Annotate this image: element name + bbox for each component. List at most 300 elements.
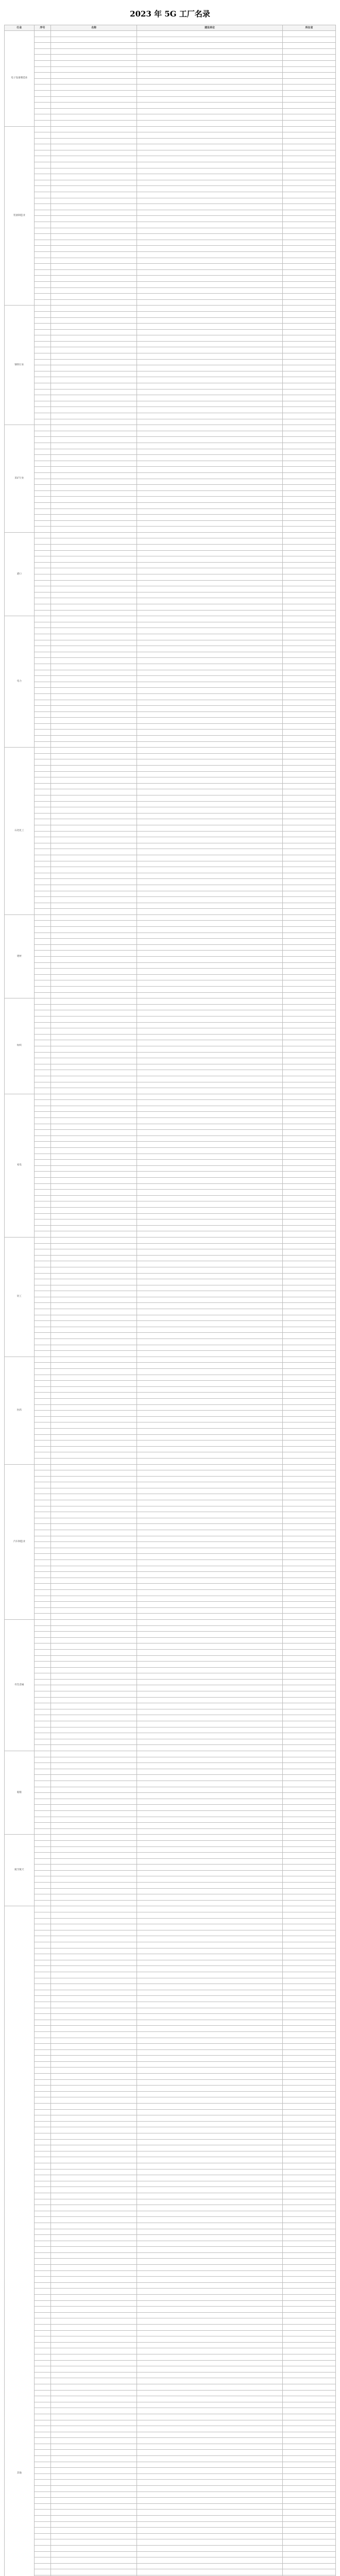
name-cell bbox=[51, 574, 137, 581]
prov-cell bbox=[283, 2014, 336, 2020]
prov-cell bbox=[283, 2247, 336, 2253]
name-cell bbox=[51, 156, 137, 162]
name-cell bbox=[51, 1100, 137, 1106]
ent-cell bbox=[137, 2163, 283, 2169]
no-cell bbox=[34, 1846, 50, 1853]
prov-cell bbox=[283, 2396, 336, 2402]
prov-cell bbox=[283, 2402, 336, 2408]
prov-cell bbox=[283, 329, 336, 335]
prov-cell bbox=[283, 1136, 336, 1142]
prov-cell bbox=[283, 1984, 336, 1990]
prov-cell bbox=[283, 2139, 336, 2145]
prov-cell bbox=[283, 1883, 336, 1889]
no-cell bbox=[34, 335, 50, 342]
ent-cell bbox=[137, 2277, 283, 2283]
no-cell bbox=[34, 479, 50, 485]
table-row bbox=[5, 736, 336, 742]
name-cell bbox=[51, 383, 137, 389]
prov-cell bbox=[283, 2480, 336, 2486]
table-row bbox=[5, 1662, 336, 1668]
name-cell bbox=[51, 1434, 137, 1440]
no-cell bbox=[34, 132, 50, 139]
ent-cell bbox=[137, 2049, 283, 2056]
table-row bbox=[5, 2473, 336, 2480]
ent-cell bbox=[137, 2031, 283, 2038]
prov-cell bbox=[283, 1912, 336, 1919]
table-row bbox=[5, 324, 336, 330]
name-cell bbox=[51, 2067, 137, 2074]
table-row bbox=[5, 1810, 336, 1817]
ent-cell bbox=[137, 103, 283, 109]
ent-cell bbox=[137, 162, 283, 168]
prov-cell bbox=[283, 1022, 336, 1028]
prov-cell bbox=[283, 736, 336, 742]
table-row bbox=[5, 1769, 336, 1775]
name-cell bbox=[51, 1375, 137, 1381]
ent-cell bbox=[137, 980, 283, 987]
name-cell bbox=[51, 748, 137, 754]
no-cell bbox=[34, 1267, 50, 1273]
prov-cell bbox=[283, 921, 336, 927]
name-cell bbox=[51, 2348, 137, 2354]
ent-cell bbox=[137, 1446, 283, 1452]
no-cell bbox=[34, 1404, 50, 1411]
prov-cell bbox=[283, 353, 336, 360]
no-cell bbox=[34, 2115, 50, 2122]
prov-cell bbox=[283, 1207, 336, 1213]
no-cell bbox=[34, 1386, 50, 1393]
ent-cell bbox=[137, 1745, 283, 1751]
name-cell bbox=[51, 759, 137, 766]
table-row bbox=[5, 927, 336, 933]
name-cell bbox=[51, 2503, 137, 2510]
ent-cell bbox=[137, 2079, 283, 2086]
name-cell bbox=[51, 2318, 137, 2325]
prov-cell bbox=[283, 1440, 336, 1447]
name-cell bbox=[51, 1560, 137, 1566]
ent-cell bbox=[137, 1470, 283, 1477]
name-cell bbox=[51, 1016, 137, 1022]
ent-cell bbox=[137, 2044, 283, 2050]
no-cell bbox=[34, 1070, 50, 1076]
prov-cell bbox=[283, 1363, 336, 1369]
table-row bbox=[5, 885, 336, 891]
no-cell bbox=[34, 1148, 50, 1154]
ent-cell bbox=[137, 1303, 283, 1309]
prov-cell bbox=[283, 1709, 336, 1715]
ent-cell bbox=[137, 461, 283, 467]
ent-cell bbox=[137, 1942, 283, 1948]
name-cell bbox=[51, 73, 137, 79]
prov-cell bbox=[283, 676, 336, 682]
column-header: 建设单位 bbox=[137, 25, 283, 31]
ent-cell bbox=[137, 1954, 283, 1960]
no-cell bbox=[34, 2277, 50, 2283]
name-cell bbox=[51, 2390, 137, 2396]
prov-cell bbox=[283, 670, 336, 676]
ent-cell bbox=[137, 281, 283, 287]
prov-cell bbox=[283, 2325, 336, 2331]
prov-cell bbox=[283, 801, 336, 807]
prov-cell bbox=[283, 1876, 336, 1883]
table-row bbox=[5, 1787, 336, 1793]
name-cell bbox=[51, 443, 137, 449]
no-cell bbox=[34, 2342, 50, 2348]
ent-cell bbox=[137, 60, 283, 66]
no-cell bbox=[34, 1596, 50, 1602]
table-row bbox=[5, 1888, 336, 1894]
table-row bbox=[5, 60, 336, 66]
ent-cell bbox=[137, 688, 283, 694]
prov-cell bbox=[283, 1088, 336, 1094]
table-row bbox=[5, 1100, 336, 1106]
ent-cell bbox=[137, 1667, 283, 1673]
table-row bbox=[5, 682, 336, 688]
table-row bbox=[5, 1434, 336, 1440]
table-row bbox=[5, 1279, 336, 1285]
prov-cell bbox=[283, 1506, 336, 1512]
name-cell bbox=[51, 736, 137, 742]
table-row bbox=[5, 1655, 336, 1662]
no-cell bbox=[34, 1315, 50, 1321]
table-row bbox=[5, 2307, 336, 2313]
table-row bbox=[5, 2378, 336, 2384]
ent-cell bbox=[137, 969, 283, 975]
name-cell bbox=[51, 1763, 137, 1769]
ent-cell bbox=[137, 538, 283, 545]
no-cell bbox=[34, 957, 50, 963]
ent-cell bbox=[137, 736, 283, 742]
name-cell bbox=[51, 210, 137, 216]
no-cell bbox=[34, 138, 50, 144]
name-cell bbox=[51, 2002, 137, 2008]
no-cell bbox=[34, 306, 50, 312]
ent-cell bbox=[137, 1016, 283, 1022]
prov-cell bbox=[283, 2008, 336, 2014]
prov-cell bbox=[283, 2121, 336, 2127]
table-row bbox=[5, 1016, 336, 1022]
prov-cell bbox=[283, 2516, 336, 2522]
no-cell bbox=[34, 371, 50, 377]
prov-cell bbox=[283, 1357, 336, 1363]
table-row bbox=[5, 1160, 336, 1166]
no-cell bbox=[34, 1853, 50, 1859]
table-row bbox=[5, 2408, 336, 2414]
prov-cell bbox=[283, 2145, 336, 2151]
ent-cell bbox=[137, 1124, 283, 1130]
ent-cell bbox=[137, 1996, 283, 2002]
prov-cell bbox=[283, 1769, 336, 1775]
no-cell bbox=[34, 1572, 50, 1578]
no-cell bbox=[34, 1273, 50, 1279]
table-row bbox=[5, 998, 336, 1005]
name-cell bbox=[51, 1010, 137, 1016]
prov-cell bbox=[283, 2235, 336, 2241]
table-row bbox=[5, 676, 336, 682]
ent-cell bbox=[137, 401, 283, 407]
prov-cell bbox=[283, 2414, 336, 2420]
prov-cell bbox=[283, 1793, 336, 1799]
ent-cell bbox=[137, 311, 283, 317]
no-cell bbox=[34, 843, 50, 849]
table-row bbox=[5, 2091, 336, 2097]
no-cell bbox=[34, 1154, 50, 1160]
no-cell bbox=[34, 246, 50, 252]
prov-cell bbox=[283, 1106, 336, 1112]
ent-cell bbox=[137, 1572, 283, 1578]
no-cell bbox=[34, 1751, 50, 1757]
ent-cell bbox=[137, 2402, 283, 2408]
table-row bbox=[5, 1422, 336, 1429]
table-row bbox=[5, 1201, 336, 1208]
no-cell bbox=[34, 998, 50, 1005]
ent-cell bbox=[137, 550, 283, 556]
table-row bbox=[5, 84, 336, 91]
table-row bbox=[5, 586, 336, 592]
no-cell bbox=[34, 1195, 50, 1201]
name-cell bbox=[51, 1518, 137, 1524]
no-cell bbox=[34, 311, 50, 317]
no-cell bbox=[34, 723, 50, 730]
ent-cell bbox=[137, 1118, 283, 1124]
no-cell bbox=[34, 568, 50, 574]
prov-cell bbox=[283, 60, 336, 66]
ent-cell bbox=[137, 718, 283, 724]
table-row bbox=[5, 813, 336, 819]
no-cell bbox=[34, 1183, 50, 1190]
no-cell bbox=[34, 1255, 50, 1261]
prov-cell bbox=[283, 616, 336, 622]
table-row bbox=[5, 1076, 336, 1082]
no-cell bbox=[34, 55, 50, 61]
no-cell bbox=[34, 1440, 50, 1447]
no-cell bbox=[34, 598, 50, 604]
no-cell bbox=[34, 2270, 50, 2277]
prov-cell bbox=[283, 73, 336, 79]
table-row bbox=[5, 2289, 336, 2295]
prov-cell bbox=[283, 413, 336, 419]
no-cell bbox=[34, 2420, 50, 2426]
prov-cell bbox=[283, 2151, 336, 2157]
table-row bbox=[5, 2354, 336, 2360]
ent-cell bbox=[137, 144, 283, 150]
no-cell bbox=[34, 1190, 50, 1196]
table-row bbox=[5, 1010, 336, 1016]
prov-cell bbox=[283, 2378, 336, 2384]
no-cell bbox=[34, 162, 50, 168]
ent-cell bbox=[137, 2384, 283, 2390]
no-cell bbox=[34, 1548, 50, 1554]
table-row bbox=[5, 1799, 336, 1805]
name-cell bbox=[51, 66, 137, 73]
table-row bbox=[5, 969, 336, 975]
name-cell bbox=[51, 461, 137, 467]
name-cell bbox=[51, 2127, 137, 2133]
prov-cell bbox=[283, 2348, 336, 2354]
table-row bbox=[5, 980, 336, 987]
name-cell bbox=[51, 2121, 137, 2127]
table-row bbox=[5, 1452, 336, 1459]
table-row bbox=[5, 730, 336, 736]
ent-cell bbox=[137, 855, 283, 861]
no-cell bbox=[34, 1428, 50, 1434]
no-cell bbox=[34, 2121, 50, 2127]
name-cell bbox=[51, 927, 137, 933]
prov-cell bbox=[283, 550, 336, 556]
prov-cell bbox=[283, 1960, 336, 1966]
table-row bbox=[5, 1207, 336, 1213]
no-cell bbox=[34, 1482, 50, 1488]
ent-cell bbox=[137, 228, 283, 234]
name-cell bbox=[51, 664, 137, 670]
prov-cell bbox=[283, 718, 336, 724]
name-cell bbox=[51, 455, 137, 461]
ent-cell bbox=[137, 1279, 283, 1285]
no-cell bbox=[34, 2569, 50, 2575]
table-row bbox=[5, 987, 336, 993]
ent-cell bbox=[137, 1966, 283, 1972]
name-cell bbox=[51, 1530, 137, 1536]
ent-cell bbox=[137, 2473, 283, 2480]
prov-cell bbox=[283, 1607, 336, 1614]
prov-cell bbox=[283, 210, 336, 216]
no-cell bbox=[34, 60, 50, 66]
prov-cell bbox=[283, 1183, 336, 1190]
table-row bbox=[5, 1183, 336, 1190]
name-cell bbox=[51, 1548, 137, 1554]
name-cell bbox=[51, 598, 137, 604]
prov-cell bbox=[283, 914, 336, 921]
prov-cell bbox=[283, 843, 336, 849]
prov-cell bbox=[283, 2432, 336, 2438]
ent-cell bbox=[137, 1906, 283, 1912]
no-cell bbox=[34, 281, 50, 287]
table-row bbox=[5, 317, 336, 324]
prov-cell bbox=[283, 150, 336, 156]
no-cell bbox=[34, 1004, 50, 1010]
prov-cell bbox=[283, 1906, 336, 1912]
ent-cell bbox=[137, 413, 283, 419]
table-row bbox=[5, 269, 336, 276]
table-row bbox=[5, 251, 336, 258]
ent-cell bbox=[137, 2354, 283, 2360]
ent-cell bbox=[137, 1697, 283, 1703]
name-cell bbox=[51, 1231, 137, 1238]
name-cell bbox=[51, 1936, 137, 1942]
table-row bbox=[5, 610, 336, 616]
table-row bbox=[5, 2366, 336, 2372]
ent-cell bbox=[137, 1918, 283, 1924]
table-row bbox=[5, 2241, 336, 2247]
name-cell bbox=[51, 1542, 137, 1548]
table-row bbox=[5, 455, 336, 461]
ent-cell bbox=[137, 2480, 283, 2486]
prov-cell bbox=[283, 1333, 336, 1339]
no-cell bbox=[34, 324, 50, 330]
no-cell bbox=[34, 2181, 50, 2187]
prov-cell bbox=[283, 84, 336, 91]
ent-cell bbox=[137, 1345, 283, 1351]
table-row bbox=[5, 246, 336, 252]
table-row bbox=[5, 2109, 336, 2115]
name-cell bbox=[51, 580, 137, 586]
prov-cell bbox=[283, 592, 336, 598]
table-row bbox=[5, 693, 336, 700]
name-cell bbox=[51, 2252, 137, 2259]
ent-cell bbox=[137, 1034, 283, 1040]
no-cell bbox=[34, 706, 50, 712]
table-row bbox=[5, 1386, 336, 1393]
table-row bbox=[5, 1172, 336, 1178]
no-cell bbox=[34, 1464, 50, 1470]
ent-cell bbox=[137, 1285, 283, 1291]
ent-cell bbox=[137, 240, 283, 246]
ent-cell bbox=[137, 807, 283, 814]
name-cell bbox=[51, 592, 137, 598]
no-cell bbox=[34, 449, 50, 455]
no-cell bbox=[34, 1040, 50, 1046]
table-row bbox=[5, 921, 336, 927]
ent-cell bbox=[137, 1662, 283, 1668]
table-row bbox=[5, 472, 336, 479]
ent-cell bbox=[137, 1207, 283, 1213]
name-cell bbox=[51, 2468, 137, 2474]
name-cell bbox=[51, 2456, 137, 2462]
table-row bbox=[5, 843, 336, 849]
ent-cell bbox=[137, 2390, 283, 2396]
name-cell bbox=[51, 1972, 137, 1978]
table-row bbox=[5, 1984, 336, 1990]
no-cell bbox=[34, 1632, 50, 1638]
prov-cell bbox=[283, 777, 336, 784]
no-cell bbox=[34, 1476, 50, 1482]
prov-cell bbox=[283, 1422, 336, 1429]
prov-cell bbox=[283, 216, 336, 222]
name-cell bbox=[51, 1607, 137, 1614]
no-cell bbox=[34, 1506, 50, 1512]
name-cell bbox=[51, 843, 137, 849]
table-row bbox=[5, 1476, 336, 1482]
prov-cell bbox=[283, 383, 336, 389]
ent-cell bbox=[137, 706, 283, 712]
ent-cell bbox=[137, 1309, 283, 1315]
no-cell bbox=[34, 688, 50, 694]
ent-cell bbox=[137, 138, 283, 144]
prov-cell bbox=[283, 1142, 336, 1148]
ent-cell bbox=[137, 1422, 283, 1429]
name-cell bbox=[51, 1727, 137, 1733]
ent-cell bbox=[137, 634, 283, 640]
table-row bbox=[5, 1996, 336, 2002]
table-row bbox=[5, 2145, 336, 2151]
no-cell bbox=[34, 718, 50, 724]
name-cell bbox=[51, 2569, 137, 2575]
prov-cell bbox=[283, 2295, 336, 2301]
prov-cell bbox=[283, 43, 336, 49]
ent-cell bbox=[137, 664, 283, 670]
no-cell bbox=[34, 2282, 50, 2289]
prov-cell bbox=[283, 1596, 336, 1602]
name-cell bbox=[51, 126, 137, 132]
ent-cell bbox=[137, 1530, 283, 1536]
table-row bbox=[5, 2026, 336, 2032]
table-row bbox=[5, 168, 336, 174]
prov-cell bbox=[283, 1739, 336, 1745]
ent-cell bbox=[137, 335, 283, 342]
name-cell bbox=[51, 1422, 137, 1429]
prov-cell bbox=[283, 1775, 336, 1781]
table-row bbox=[5, 1321, 336, 1327]
